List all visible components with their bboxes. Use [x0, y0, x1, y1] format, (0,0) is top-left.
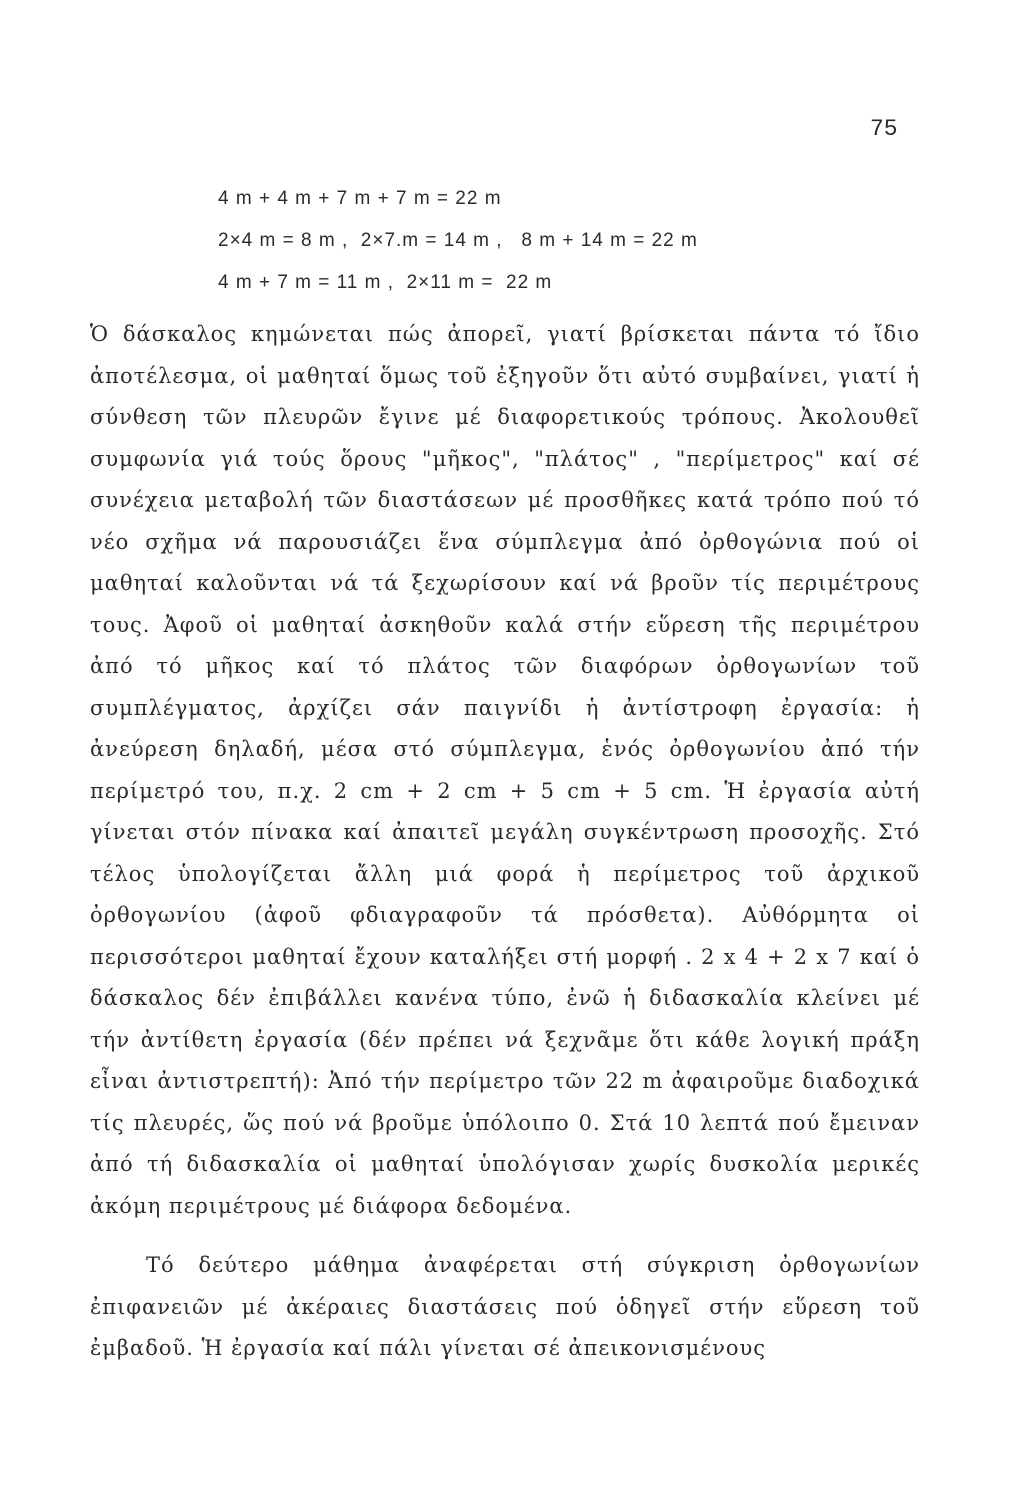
paragraph-2: Τό δεύτερο μάθημα ἀναφέρεται στή σύγκριση ὀρθογωνίων ἐπιφανειῶν μέ ἀκέραιες διαστάσεις πού ὁδηγεῖ στήν εὕρεση τοῦ ἐμβαδοῦ. Ἡ ἐργασία καί πάλι γίνεται σέ ἀπεικονισμένους [90, 1253, 920, 1360]
equation-line-3: 4 m + 7 m = 11 m , 2×11 m = 22 m [218, 272, 553, 293]
body-text [90, 314, 920, 1370]
equation-line-2: 2×4 m = 8 m , 2×7.m = 14 m , 8 m + 14 m = 22 m [218, 230, 698, 251]
page-number: 75 [870, 116, 898, 142]
paragraph-1: Ὁ δάσκαλος κημώνεται πώς ἀπορεῖ, γιατί βρίσκεται πάντα τό ἴδιο ἀποτέλεσμα, οἱ μαθηταί ὅμως τοῦ ἐξηγοῦν ὅτι αὐτό συμβαίνει, γιατί ἡ σύνθεση τῶν πλευρῶν ἔγινε μέ διαφορετικούς τρόπους. Ἀκολουθεῖ συμφωνία γιά τούς ὅρους "μῆκος", "πλάτος" , "περίμετρος" καί σέ συνέχεια μεταβολή τῶν διαστάσεων μέ προσθῆκες κατά τρόπο πού τό νέο σχῆμα νά παρουσιάζει ἕνα σύμπλεγμα ἀπό ὀρθογώνια πού οἱ μαθηταί καλοῦνται νά τά ξεχωρίσουν καί νά βροῦν τίς περιμέτρους τους. Ἀφοῦ οἱ μαθηταί ἀσκηθοῦν καλά στήν εὕρεση τῆς περιμέτρου ἀπό τό μῆκος καί τό πλάτος τῶν διαφόρων ὀρθογωνίων τοῦ συμπλέγματος, ἀρχίζει σάν παιγνίδι ἡ ἀντίστροφη ἐργασία: ἡ ἀνεύρεση δηλαδή, μέσα στό σύμπλεγμα, ἑνός ὀρθογωνίου ἀπό τήν περίμετρό του, π.χ. 2 cm + 2 cm + 5 cm + 5 cm. Ἡ ἐργασία αὐτή γίνεται στόν πίνακα καί ἀπαιτεῖ μεγάλη συγκέντρωση προσοχῆς. Στό τέλος ὑπολογίζεται ἄλλη μιά φορά ἡ περίμετρος τοῦ ἀρχικοῦ ὀρθογωνίου (ἀφοῦ φδιαγραφοῦν τά πρόσθετα). Αὐθόρμητα οἱ περισσότεροι μαθηταί ἔχουν καταλήξει στή μορφή . 2 x 4 + 2 x 7 καί ὁ δάσκαλος δέν ἐπιβάλλει κανένα τύπο, ἐνῶ ἡ διδασκαλία κλείνει μέ τήν ἀντίθετη ἐργασία (δέν πρέπει νά ξεχνᾶμε ὅτι κάθε λογική πράξη εἶναι ἀντιστρεπτή): Ἀπό τήν περίμετρο τῶν 22 m ἀφαιροῦμε διαδοχικά τίς πλευρές, ὥς πού νά βροῦμε ὑπόλοιπο 0. Στά 10 λεπτά πού ἔμειναν ἀπό τή διδασκαλία οἱ μαθηταί ὑπολόγισαν χωρίς δυσκολία μερικές ἀκόμη περιμέτρους μέ διάφορα δεδομένα. [90, 322, 920, 1218]
equation-line-1: 4 m + 4 m + 7 m + 7 m = 22 m [218, 188, 502, 209]
